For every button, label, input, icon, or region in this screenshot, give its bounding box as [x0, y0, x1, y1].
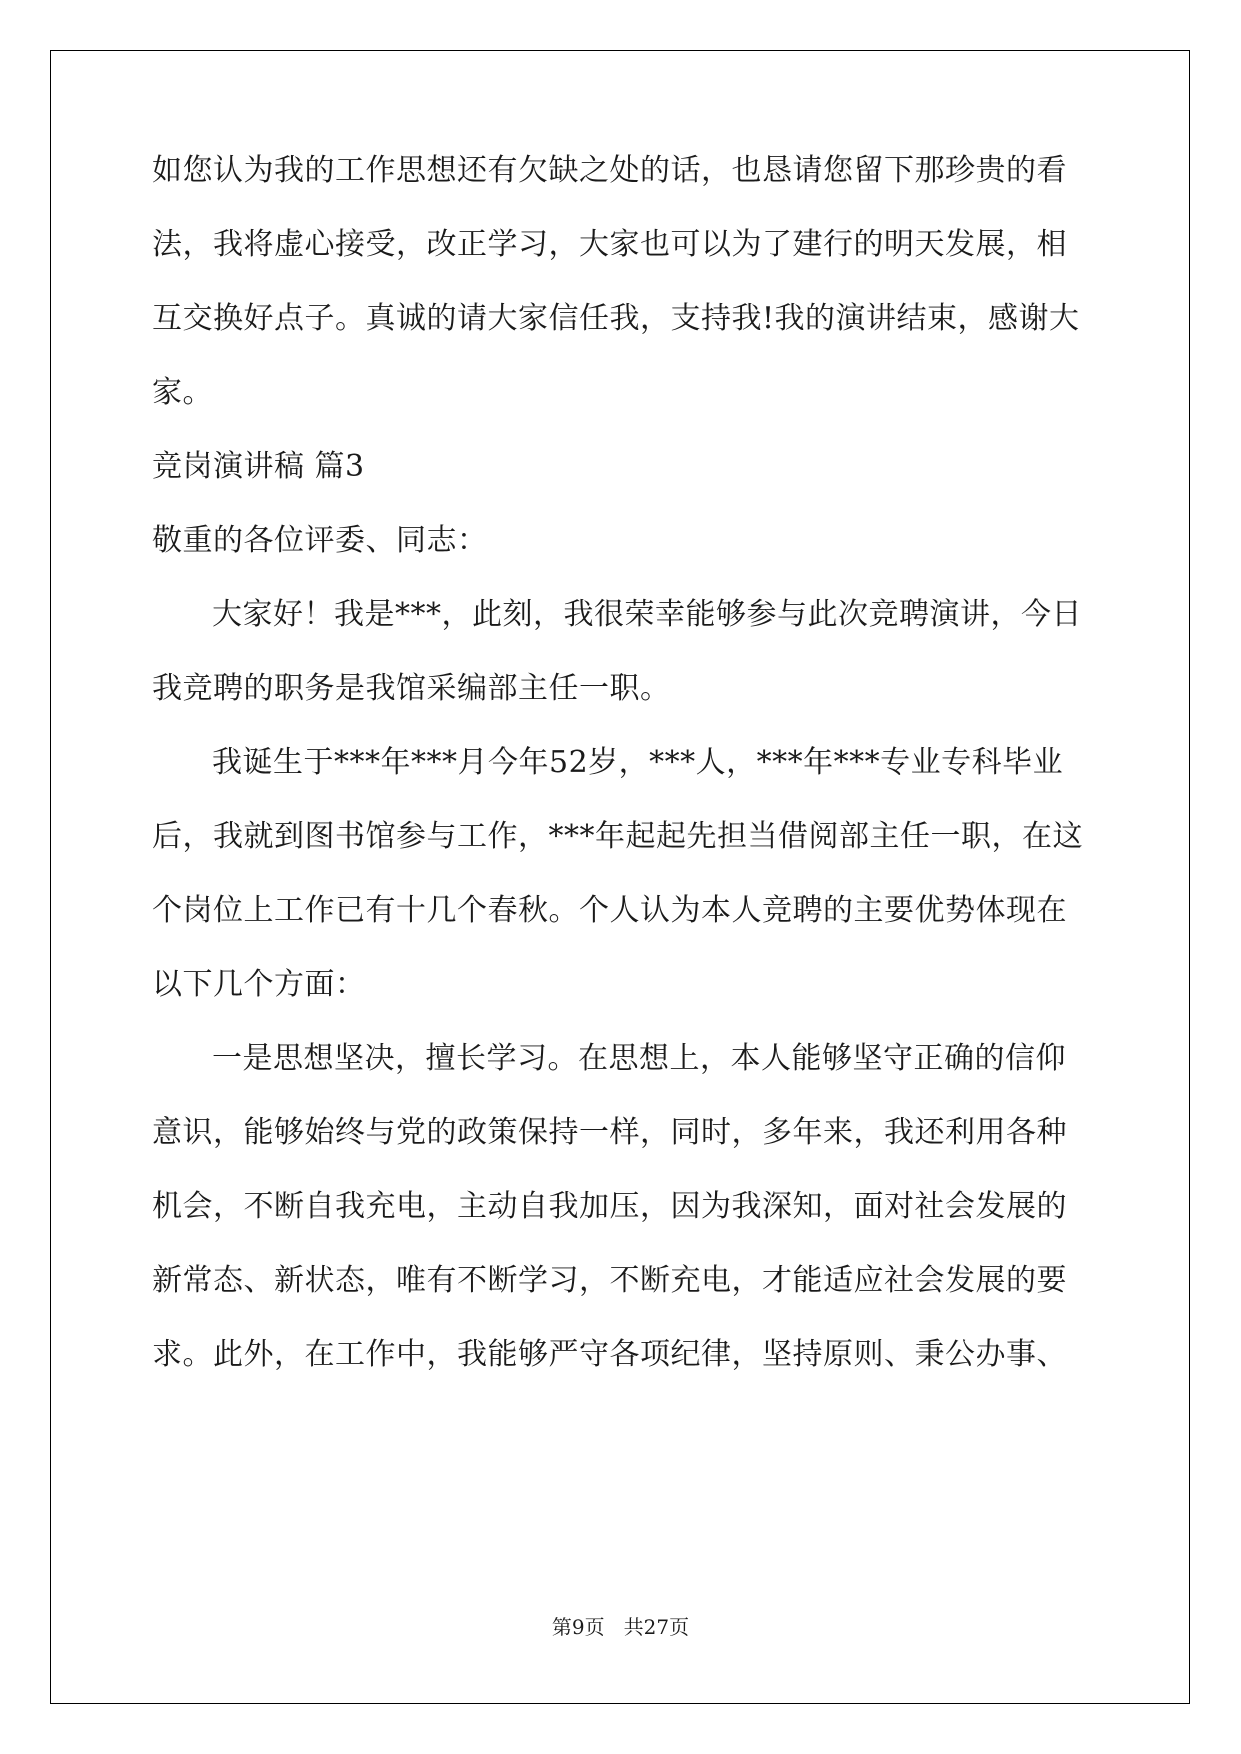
text-line: 大家好！我是***，此刻，我很荣幸能够参与此次竞聘演讲，今日 [212, 597, 1082, 632]
text-line: 新常态、新状态，唯有不断学习，不断充电，才能适应社会发展的要 [152, 1263, 1067, 1298]
text-line: 机会，不断自我充电，主动自我加压，因为我深知，面对社会发展的 [152, 1189, 1067, 1224]
text-line: 一是思想坚决，擅长学习。在思想上，本人能够坚守正确的信仰 [212, 1041, 1066, 1076]
salutation: 敬重的各位评委、同志： [152, 523, 488, 558]
text-line: 我竞聘的职务是我馆采编部主任一职。 [152, 671, 671, 706]
text-line: 法，我将虚心接受，改正学习，大家也可以为了建行的明天发展，相 [152, 227, 1067, 262]
section-heading: 竞岗演讲稿 篇3 [152, 449, 365, 484]
text-line: 意识，能够始终与党的政策保持一样，同时，多年来，我还利用各种 [152, 1115, 1067, 1150]
text-line: 互交换好点子。真诚的请大家信任我，支持我!我的演讲结束，感谢大 [152, 301, 1080, 336]
text-line: 如您认为我的工作思想还有欠缺之处的话，也恳请您留下那珍贵的看 [152, 153, 1067, 188]
text-line: 家。 [152, 375, 213, 410]
text-line: 以下几个方面： [152, 967, 366, 1002]
text-line: 个岗位上工作已有十几个春秋。个人认为本人竞聘的主要优势体现在 [152, 893, 1067, 928]
text-line: 后，我就到图书馆参与工作，***年起起先担当借阅部主任一职，在这 [152, 819, 1083, 854]
text-line: 我诞生于***年***月今年52岁，***人，***年***专业专科毕业 [212, 745, 1064, 780]
text-line: 求。此外，在工作中，我能够严守各项纪律，坚持原则、秉公办事、 [152, 1337, 1067, 1372]
page-number-footer: 第9页 共27页 [551, 1615, 690, 1639]
